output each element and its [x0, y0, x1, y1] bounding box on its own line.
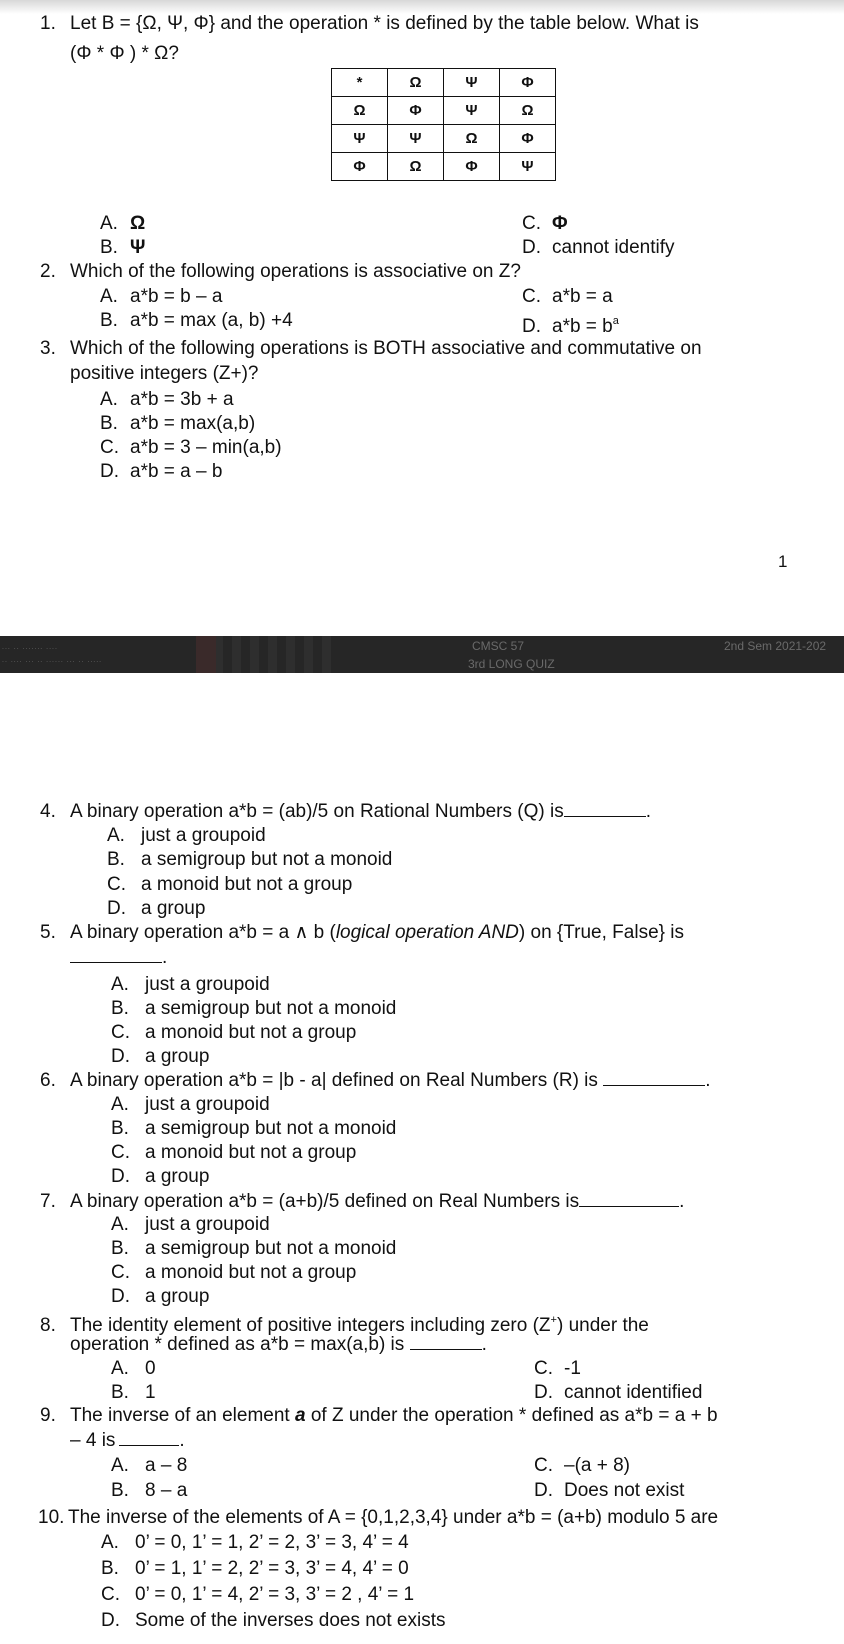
option-letter: A. [111, 1214, 129, 1235]
answer-blank [119, 1428, 179, 1446]
option-text: –(a + 8) [564, 1455, 631, 1476]
table-cell: Φ [444, 153, 500, 181]
option-letter: C. [111, 1022, 130, 1043]
superscript: a [612, 315, 619, 327]
option-text: a semigroup but not a monoid [145, 998, 397, 1019]
option-a [101, 1531, 409, 1555]
course-code: CMSC 57 [472, 639, 525, 653]
option-letter: A. [107, 825, 125, 846]
option-c [522, 285, 613, 309]
question-5 [40, 921, 684, 945]
option-d [534, 1479, 684, 1503]
option-text: 0’ = 0, 1’ = 4, 2’ = 3, 3’ = 2 , 4’ = 1 [135, 1584, 415, 1605]
question-1-continuation: (Φ * Φ ) * Ω? [70, 43, 179, 64]
question-text: ) on {True, False} is [518, 922, 684, 943]
option-text: just a groupoid [145, 974, 270, 995]
option-b [111, 1479, 187, 1503]
option-letter: D. [522, 316, 541, 337]
superscript: + [550, 1314, 557, 1326]
option-text: cannot identify [552, 237, 675, 258]
table-cell: Ψ [388, 125, 444, 153]
option-letter: A. [111, 1358, 129, 1379]
question-7 [40, 1189, 684, 1214]
option-letter: B. [111, 1118, 129, 1139]
option-d [111, 1045, 209, 1069]
table-cell: Ψ [500, 153, 556, 181]
question-number: 1. [40, 13, 56, 34]
question-text: A binary operation a*b = |b - a| defined on Real Numbers (R) is [70, 1070, 598, 1091]
option-letter: C. [534, 1358, 553, 1379]
table-cell: Ω [388, 69, 444, 97]
option-c [101, 1583, 414, 1607]
option-text: just a groupoid [145, 1214, 270, 1235]
answer-blank [579, 1189, 679, 1207]
option-text: 0 [145, 1358, 156, 1379]
table-cell: Ω [388, 153, 444, 181]
answer-blank [70, 945, 162, 963]
question-number: 8. [40, 1315, 56, 1336]
option-letter: B. [101, 1558, 119, 1579]
table-cell: Φ [500, 69, 556, 97]
option-text: -1 [564, 1358, 581, 1379]
option-letter: A. [101, 1532, 119, 1553]
option-a [111, 1357, 156, 1381]
option-a [100, 285, 222, 309]
table-cell: Ω [500, 97, 556, 125]
question-1 [40, 12, 699, 36]
question-text: of Z under the operation * defined as a*b = a + b [305, 1405, 718, 1426]
table-row [332, 153, 556, 181]
option-letter: C. [111, 1262, 130, 1283]
option-b [101, 1557, 409, 1581]
option-text: a*b = max (a, b) +4 [130, 310, 293, 331]
option-letter: C. [107, 874, 126, 895]
question-text: A binary operation a*b = (a+b)/5 defined on Real Numbers is [70, 1191, 580, 1212]
question-number: 10. [38, 1507, 65, 1528]
question-8-continuation [70, 1332, 487, 1357]
question-text: A binary operation a*b = a ∧ b ( [70, 922, 336, 943]
option-a [100, 388, 234, 412]
question-4 [40, 799, 651, 824]
option-letter: C. [534, 1455, 553, 1476]
period: . [179, 1430, 185, 1451]
option-letter: D. [534, 1480, 553, 1501]
table-cell: Φ [332, 153, 388, 181]
question-text-emphasis: a [294, 1405, 306, 1426]
question-number: 6. [40, 1070, 56, 1091]
option-text: Does not exist [564, 1480, 685, 1501]
option-a [107, 824, 266, 848]
option-letter: D. [100, 461, 119, 482]
table-row [332, 125, 556, 153]
option-a [111, 973, 270, 997]
quiz-page-1 [0, 0, 844, 636]
option-text: a*b = 3 – min(a,b) [130, 437, 282, 458]
period: . [162, 947, 168, 968]
band-faint-text: .. .... ... .. ...... ... .. ..... [2, 657, 103, 664]
option-letter: C. [100, 437, 119, 458]
question-text: Which of the following operations is BOTH associative and commutative on [70, 338, 702, 359]
option-letter: C. [101, 1584, 120, 1605]
option-text: a*b = b – a [130, 286, 223, 307]
period: . [679, 1191, 685, 1212]
option-c [100, 436, 282, 460]
option-b [111, 1237, 396, 1261]
band-decoration [196, 636, 216, 673]
option-text: a – 8 [145, 1455, 188, 1476]
question-text-italic: logical operation AND [335, 922, 519, 943]
question-3 [40, 337, 702, 361]
option-c [111, 1261, 356, 1285]
option-letter: D. [111, 1046, 130, 1067]
option-letter: D. [534, 1382, 553, 1403]
question-text: The inverse of the elements of A = {0,1,2,3,4} under a*b = (a+b) modulo 5 are [68, 1507, 719, 1528]
option-text: a*b = 3b + a [130, 389, 234, 410]
option-letter: A. [111, 1094, 129, 1115]
option-letter: D. [111, 1166, 130, 1187]
answer-blank [603, 1068, 705, 1086]
option-letter: C. [522, 213, 541, 234]
question-text: Which of the following operations is associative on Z? [70, 261, 521, 282]
option-c [534, 1357, 581, 1381]
option-d [522, 236, 675, 260]
question-text: Let B = {Ω, Ψ, Φ} and the operation * is defined by the table below. What is [70, 13, 699, 34]
question-text: The identity element of positive integers including zero (Z [70, 1315, 551, 1336]
option-text: a group [141, 898, 206, 919]
question-10 [40, 1506, 718, 1530]
option-text: a*b = a [552, 286, 613, 307]
option-b [100, 412, 255, 436]
table-cell: Ψ [444, 97, 500, 125]
option-b [111, 997, 396, 1021]
period: . [645, 801, 652, 822]
option-text: 0’ = 0, 1’ = 1, 2’ = 2, 3’ = 3, 4’ = 4 [135, 1532, 409, 1553]
option-text: a group [145, 1286, 210, 1307]
table-cell: Ψ [332, 125, 388, 153]
table-cell: * [332, 69, 388, 97]
option-text: a semigroup but not a monoid [145, 1238, 397, 1259]
band-faint-text: ... .. ....... .... [2, 644, 58, 651]
option-text: Ψ [130, 237, 146, 258]
period: . [481, 1334, 487, 1355]
table-cell: Ω [444, 125, 500, 153]
question-3-continuation: positive integers (Z+)? [70, 363, 259, 384]
option-text: Ω [130, 213, 146, 234]
option-letter: A. [100, 286, 118, 307]
option-text: just a groupoid [145, 1094, 270, 1115]
operation-table [331, 68, 556, 181]
option-letter: D. [101, 1610, 120, 1631]
option-text: a group [145, 1166, 210, 1187]
question-number: 4. [40, 801, 56, 822]
option-d [534, 1381, 702, 1405]
table-cell: Φ [500, 125, 556, 153]
question-number: 7. [40, 1191, 56, 1212]
option-text: Φ [552, 213, 568, 234]
option-letter: D. [107, 898, 126, 919]
option-text: a monoid but not a group [145, 1022, 357, 1043]
question-6 [40, 1068, 710, 1093]
option-text: Some of the inverses does not exists [135, 1610, 446, 1631]
option-text: a monoid but not a group [145, 1142, 357, 1163]
option-letter: C. [111, 1142, 130, 1163]
question-5-continuation [70, 945, 167, 970]
option-letter: A. [111, 974, 129, 995]
option-letter: B. [107, 849, 125, 870]
option-text: 8 – a [145, 1480, 188, 1501]
option-letter: A. [100, 213, 118, 234]
option-d [111, 1165, 209, 1189]
option-text: a*b = b [552, 316, 613, 337]
option-text: cannot identified [564, 1382, 703, 1403]
option-text: a semigroup but not a monoid [145, 1118, 397, 1139]
question-text: – 4 is [70, 1430, 116, 1451]
option-a [111, 1213, 270, 1237]
option-text: a*b = a – b [130, 461, 223, 482]
answer-blank [410, 1332, 482, 1350]
option-d [522, 309, 619, 339]
option-letter: B. [111, 1382, 129, 1403]
question-text: The inverse of an element [70, 1405, 295, 1426]
option-text: a semigroup but not a monoid [141, 849, 393, 870]
question-number: 2. [40, 261, 56, 282]
option-letter: D. [111, 1286, 130, 1307]
question-9-continuation [70, 1428, 185, 1453]
option-c [522, 212, 568, 236]
option-b [100, 236, 145, 260]
option-letter: B. [100, 237, 118, 258]
option-letter: A. [100, 389, 118, 410]
option-text: 1 [145, 1382, 156, 1403]
option-letter: D. [522, 237, 541, 258]
semester-label: 2nd Sem 2021-202 [724, 639, 827, 653]
page-number: 1 [778, 552, 788, 571]
option-letter: C. [522, 286, 541, 307]
period: . [705, 1070, 711, 1091]
question-number: 9. [40, 1405, 56, 1426]
option-letter: B. [111, 1480, 129, 1501]
option-a [111, 1093, 270, 1117]
table-row [332, 97, 556, 125]
question-number: 3. [40, 338, 56, 359]
band-decoration [196, 636, 336, 673]
option-b [111, 1117, 396, 1141]
option-b [111, 1381, 156, 1405]
table-cell: Ω [332, 97, 388, 125]
option-d [101, 1609, 446, 1633]
quiz-title: 3rd LONG QUIZ [468, 657, 555, 671]
question-9 [40, 1404, 718, 1428]
option-b [100, 309, 293, 333]
table-header-row [332, 69, 556, 97]
question-text: operation * defined as a*b = max(a,b) is [70, 1334, 405, 1355]
question-2 [40, 260, 521, 284]
option-letter: B. [111, 998, 129, 1019]
question-text: ) under the [556, 1315, 649, 1336]
option-letter: B. [111, 1238, 129, 1259]
option-text: a monoid but not a group [145, 1262, 357, 1283]
option-text: a monoid but not a group [141, 874, 353, 895]
page-header-band [0, 636, 844, 673]
option-d [111, 1285, 209, 1309]
option-d [107, 897, 205, 921]
option-letter: A. [111, 1455, 129, 1476]
option-c [107, 873, 352, 897]
answer-blank [564, 799, 646, 817]
option-d [100, 460, 222, 484]
option-text: a group [145, 1046, 210, 1067]
option-text: 0’ = 1, 1’ = 2, 2’ = 3, 3’ = 4, 4’ = 0 [135, 1558, 409, 1579]
option-letter: B. [100, 413, 118, 434]
option-a [100, 212, 145, 236]
option-a [111, 1454, 187, 1478]
question-number: 5. [40, 922, 56, 943]
option-text: just a groupoid [141, 825, 266, 846]
option-c [111, 1141, 356, 1165]
option-text: a*b = max(a,b) [130, 413, 256, 434]
option-c [534, 1454, 630, 1478]
option-letter: B. [100, 310, 118, 331]
table-cell: Φ [388, 97, 444, 125]
question-text: A binary operation a*b = (ab)/5 on Rational Numbers (Q) is [70, 801, 564, 822]
option-b [107, 848, 392, 872]
option-c [111, 1021, 356, 1045]
table-cell: Ψ [444, 69, 500, 97]
